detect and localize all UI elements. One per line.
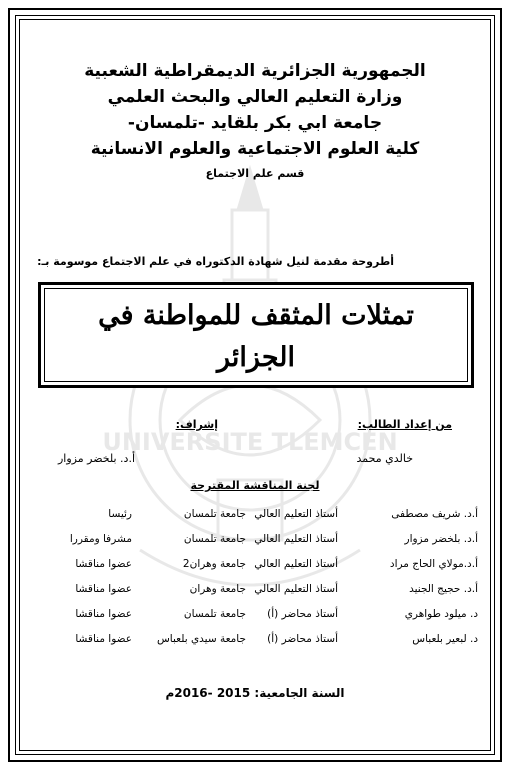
- member-name: أ.د. حجيج الجنيد: [409, 583, 478, 595]
- thesis-title-line1: تمثلات المثقف للمواطنة في: [98, 300, 414, 331]
- institution-header: [0, 58, 510, 184]
- student-name: خالدي محمد: [356, 452, 413, 465]
- watermark-text: UNIVERSITE TLEMCEN: [102, 428, 398, 456]
- committee-row: [32, 583, 478, 607]
- member-university: جامعة وهران2: [182, 558, 246, 570]
- committee-row: [32, 608, 478, 632]
- member-name: د. لبعير بلعباس: [412, 633, 478, 645]
- committee-title: لجنة المناقشة المقترحة: [190, 479, 320, 492]
- member-rank: أستاذ التعليم العالي: [254, 508, 338, 520]
- republic-name: الجمهورية الجزائرية الديمقراطية الشعبية: [84, 61, 426, 81]
- faculty-name: كلية العلوم الاجتماعية والعلوم الانسانية: [90, 139, 420, 159]
- committee-row: [32, 508, 478, 532]
- committee-row: [32, 533, 478, 557]
- supervisor-name: أ.د. بلخضر مزوار: [58, 452, 135, 465]
- department-name: قسم علم الاجتماع: [205, 167, 305, 180]
- member-rank: أستاذ التعليم العالي: [254, 533, 338, 545]
- member-university: جامعة وهران: [189, 583, 246, 595]
- supervisor-label: إشراف:: [175, 418, 218, 431]
- thesis-title: [41, 295, 471, 379]
- member-university: جامعة سيدي بلعباس: [156, 633, 246, 645]
- member-rank: أستاذ التعليم العالي: [254, 583, 338, 595]
- member-role: عضوا مناقشا: [75, 633, 132, 645]
- member-role: رئيسا: [108, 508, 132, 520]
- member-role: عضوا مناقشا: [75, 608, 132, 620]
- committee-row: [32, 558, 478, 582]
- committee-row: [32, 633, 478, 657]
- member-university: جامعة تلمسان: [183, 508, 246, 520]
- member-role: عضوا مناقشا: [75, 583, 132, 595]
- member-rank: أستاذ محاضر (أ): [267, 608, 338, 620]
- student-label: من إعداد الطالب:: [357, 418, 452, 431]
- member-rank: أستاذ محاضر (أ): [267, 633, 338, 645]
- thesis-intro: أطروحة مقدمة لنيل شهادة الدكتوراه في علم الاجتماع موسومة بـ:: [37, 255, 394, 268]
- thesis-title-box: [38, 282, 474, 388]
- member-name: أ.د. بلخضر مزوار: [404, 533, 478, 545]
- member-name: د. ميلود طواهري: [404, 608, 478, 620]
- ministry-name: وزارة التعليم العالي والبحث العلمي: [107, 87, 403, 107]
- academic-year: السنة الجامعية: 2015 -2016م: [165, 686, 345, 700]
- member-university: جامعة تلمسان: [183, 608, 246, 620]
- member-university: جامعة تلمسان: [183, 533, 246, 545]
- member-role: مشرفا ومقررا: [69, 533, 132, 545]
- member-name: أ.د. شريف مصطفى: [391, 508, 478, 520]
- member-role: عضوا مناقشا: [75, 558, 132, 570]
- member-rank: أستاذ التعليم العالي: [254, 558, 338, 570]
- member-name: أ.د.مولاي الحاج مراد: [389, 558, 478, 570]
- thesis-title-line2: الجزائر: [217, 342, 295, 373]
- university-name: جامعة ابي بكر بلقايد -تلمسان-: [127, 113, 383, 133]
